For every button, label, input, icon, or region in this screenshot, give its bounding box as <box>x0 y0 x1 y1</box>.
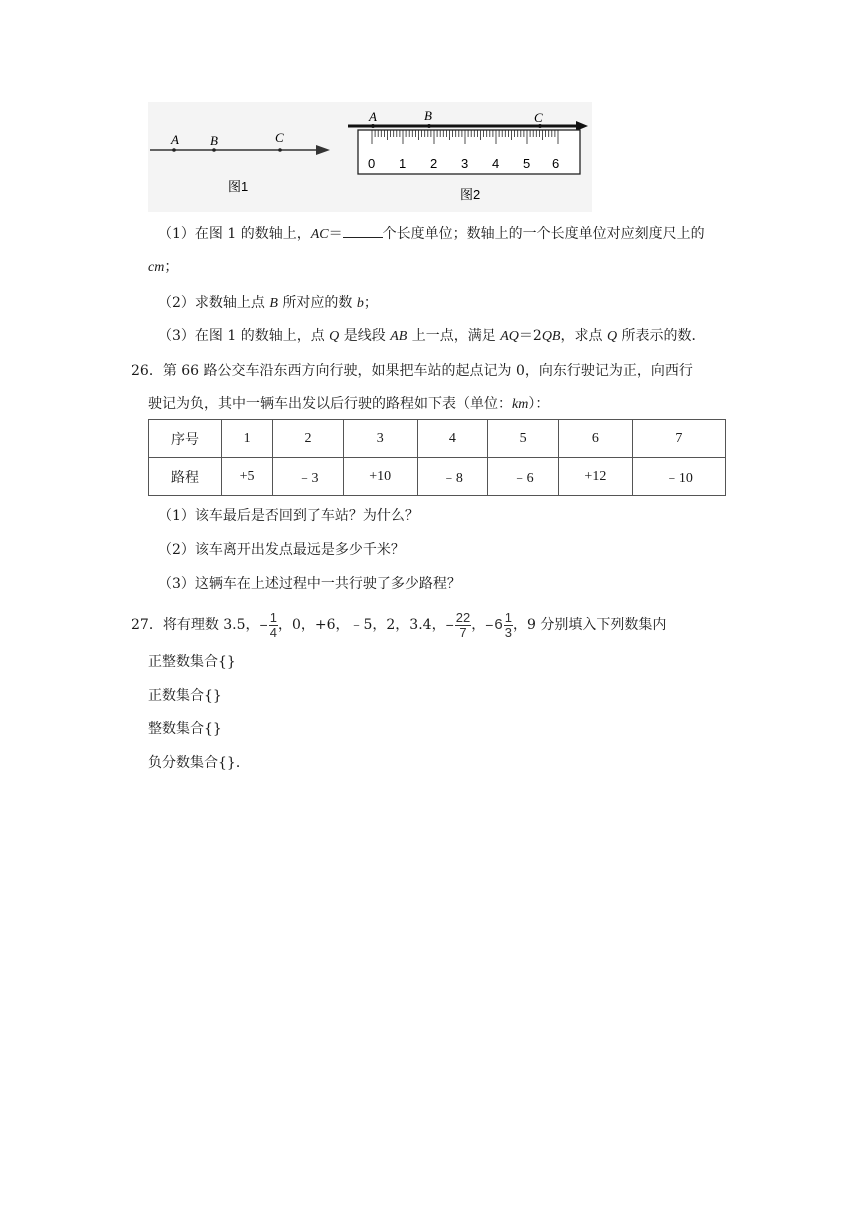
fraction-denominator: 3 <box>504 624 512 640</box>
point-a <box>172 148 176 152</box>
q25-p1-text-c: 个长度单位；数轴上的一个长度单位对应刻度尺上的 <box>382 226 705 242</box>
q26-line2-text: 驶记为负，其中一辆车出发以后行驶的路程如下表（单位： <box>148 396 512 412</box>
table-cell: +5 <box>222 458 273 496</box>
ruler-label-5: 5 <box>523 156 531 171</box>
q25-p3-aq: AQ <box>500 329 519 344</box>
figure-panel <box>148 102 592 212</box>
table-header-label: 序号 <box>149 420 222 458</box>
set-integers: 整数集合{} <box>148 721 222 737</box>
fraction-sign: − <box>259 617 268 633</box>
set-positive-numbers: 正数集合{} <box>148 688 222 704</box>
q25-part1-line2 <box>148 257 178 278</box>
table-cell: ﹣6 <box>488 458 559 496</box>
q27-intro-end: ，9 分别填入下列数集内 <box>513 617 667 633</box>
figure-1 <box>150 130 330 194</box>
q25-p3-q: Q <box>329 329 340 344</box>
q26-sub1: （1）该车最后是否回到了车站？为什么？ <box>158 508 419 524</box>
caption-fig1: 图1 <box>228 179 249 194</box>
point-c <box>278 148 282 152</box>
table-cell: 4 <box>417 420 488 458</box>
q26-sub2: （2）该车离开出发点最远是多少千米？ <box>158 542 405 558</box>
ruler-label-2: 2 <box>430 156 438 171</box>
set-negative-fractions: 负分数集合{}． <box>148 755 250 771</box>
ruler-label-3: 3 <box>461 156 469 171</box>
table-cell: +10 <box>343 458 417 496</box>
mixed-whole: 6 <box>494 616 503 633</box>
label-b: B <box>210 133 218 148</box>
q25-p3-text-f: 所表示的数． <box>617 328 706 344</box>
point-b <box>212 148 216 152</box>
table-row <box>149 420 726 458</box>
q25-p2-var2: b <box>356 296 364 311</box>
table-cell: 6 <box>559 420 633 458</box>
q26-unit: km <box>512 397 529 412</box>
caption-fig2: 图2 <box>460 187 481 202</box>
fraction <box>455 611 471 640</box>
q26-line2 <box>148 394 549 415</box>
figure-2 <box>348 108 588 202</box>
mixed-number-minus-6-1-3 <box>485 607 513 643</box>
ruler <box>358 130 580 174</box>
q25-p1-eq: ＝ <box>328 226 343 242</box>
table-cell: 2 <box>273 420 344 458</box>
point-b-2 <box>427 124 431 128</box>
fraction <box>269 611 278 640</box>
q26-sub3: （3）这辆车在上述过程中一共行驶了多少路程？ <box>158 576 461 592</box>
answer-blank[interactable] <box>343 223 383 238</box>
q25-p3-text-e: ，求点 <box>560 328 607 344</box>
label-a-2: A <box>369 109 377 124</box>
q26-line1: 26．第 66 路公交车沿东西方向行驶，如果把车站的起点记为 0，向东行驶记为正，向西行 <box>131 363 693 379</box>
fraction-sign: − <box>485 617 494 633</box>
q25-p3-text-b: 是线段 <box>339 328 391 344</box>
table-cell: +12 <box>559 458 633 496</box>
label-c-2: C <box>534 110 543 125</box>
q25-p3-text-a: （3）在图 1 的数轴上，点 <box>158 328 330 344</box>
q27-mid-text: ，0，+6，﹣5，2，3.4， <box>277 617 446 633</box>
ruler-label-6: 6 <box>552 156 560 171</box>
q25-p1-text-a: （1）在图 1 的数轴上， <box>158 226 311 242</box>
set-positive-integers: 正整数集合{} <box>148 654 236 670</box>
fraction-numerator: 1 <box>504 609 512 625</box>
table-cell: ﹣3 <box>273 458 344 496</box>
q27-intro <box>131 607 666 643</box>
route-table <box>148 419 726 496</box>
point-a-2 <box>371 124 375 128</box>
q25-p3-text-d: ＝2 <box>518 328 542 344</box>
fraction <box>504 611 513 640</box>
q27-separator: ， <box>471 617 486 633</box>
label-b-2: B <box>424 108 432 123</box>
table-cell: ﹣8 <box>417 458 488 496</box>
number-line-figures <box>148 102 592 212</box>
q25-p3-ab: AB <box>390 329 408 344</box>
q25-part1-line1 <box>158 223 705 245</box>
q25-p3-qb: QB <box>541 329 561 344</box>
q25-p2-end: ； <box>363 295 378 311</box>
q25-part2 <box>158 293 378 314</box>
q25-p2-var: B <box>269 296 278 311</box>
fraction-denominator: 7 <box>459 624 467 640</box>
fraction-denominator: 4 <box>269 624 277 640</box>
q25-p1-end: ； <box>164 259 179 275</box>
ruler-label-1: 1 <box>399 156 407 171</box>
q25-p2-text-b: 所对应的数 <box>277 295 357 311</box>
label-a: A <box>171 132 179 147</box>
q25-p3-text-c: 上一点，满足 <box>407 328 501 344</box>
q26-line2-end: ）： <box>528 396 550 412</box>
fraction-minus-22-sevenths <box>446 607 472 643</box>
fraction-numerator: 1 <box>269 609 277 625</box>
q25-part3 <box>158 326 706 347</box>
arrow-right-icon <box>316 145 330 155</box>
table-cell: 5 <box>488 420 559 458</box>
fraction-numerator: 22 <box>455 609 471 625</box>
q25-p1-unit: cm <box>148 260 165 275</box>
label-c: C <box>275 130 284 145</box>
fraction-sign: − <box>445 617 454 633</box>
table-cell: ﹣10 <box>632 458 725 496</box>
fraction-minus-one-quarter <box>260 607 278 643</box>
table-row <box>149 458 726 496</box>
table-row-label: 路程 <box>149 458 222 496</box>
table-cell: 7 <box>632 420 725 458</box>
table-cell: 1 <box>222 420 273 458</box>
q25-p1-var: AC <box>310 227 329 242</box>
table-cell: 3 <box>343 420 417 458</box>
q27-intro-text: 27．将有理数 3.5， <box>131 617 260 633</box>
q25-p2-text-a: （2）求数轴上点 <box>158 295 270 311</box>
q25-p3-q2: Q <box>606 329 618 344</box>
ruler-label-0: 0 <box>368 156 376 171</box>
ruler-label-4: 4 <box>492 156 500 171</box>
